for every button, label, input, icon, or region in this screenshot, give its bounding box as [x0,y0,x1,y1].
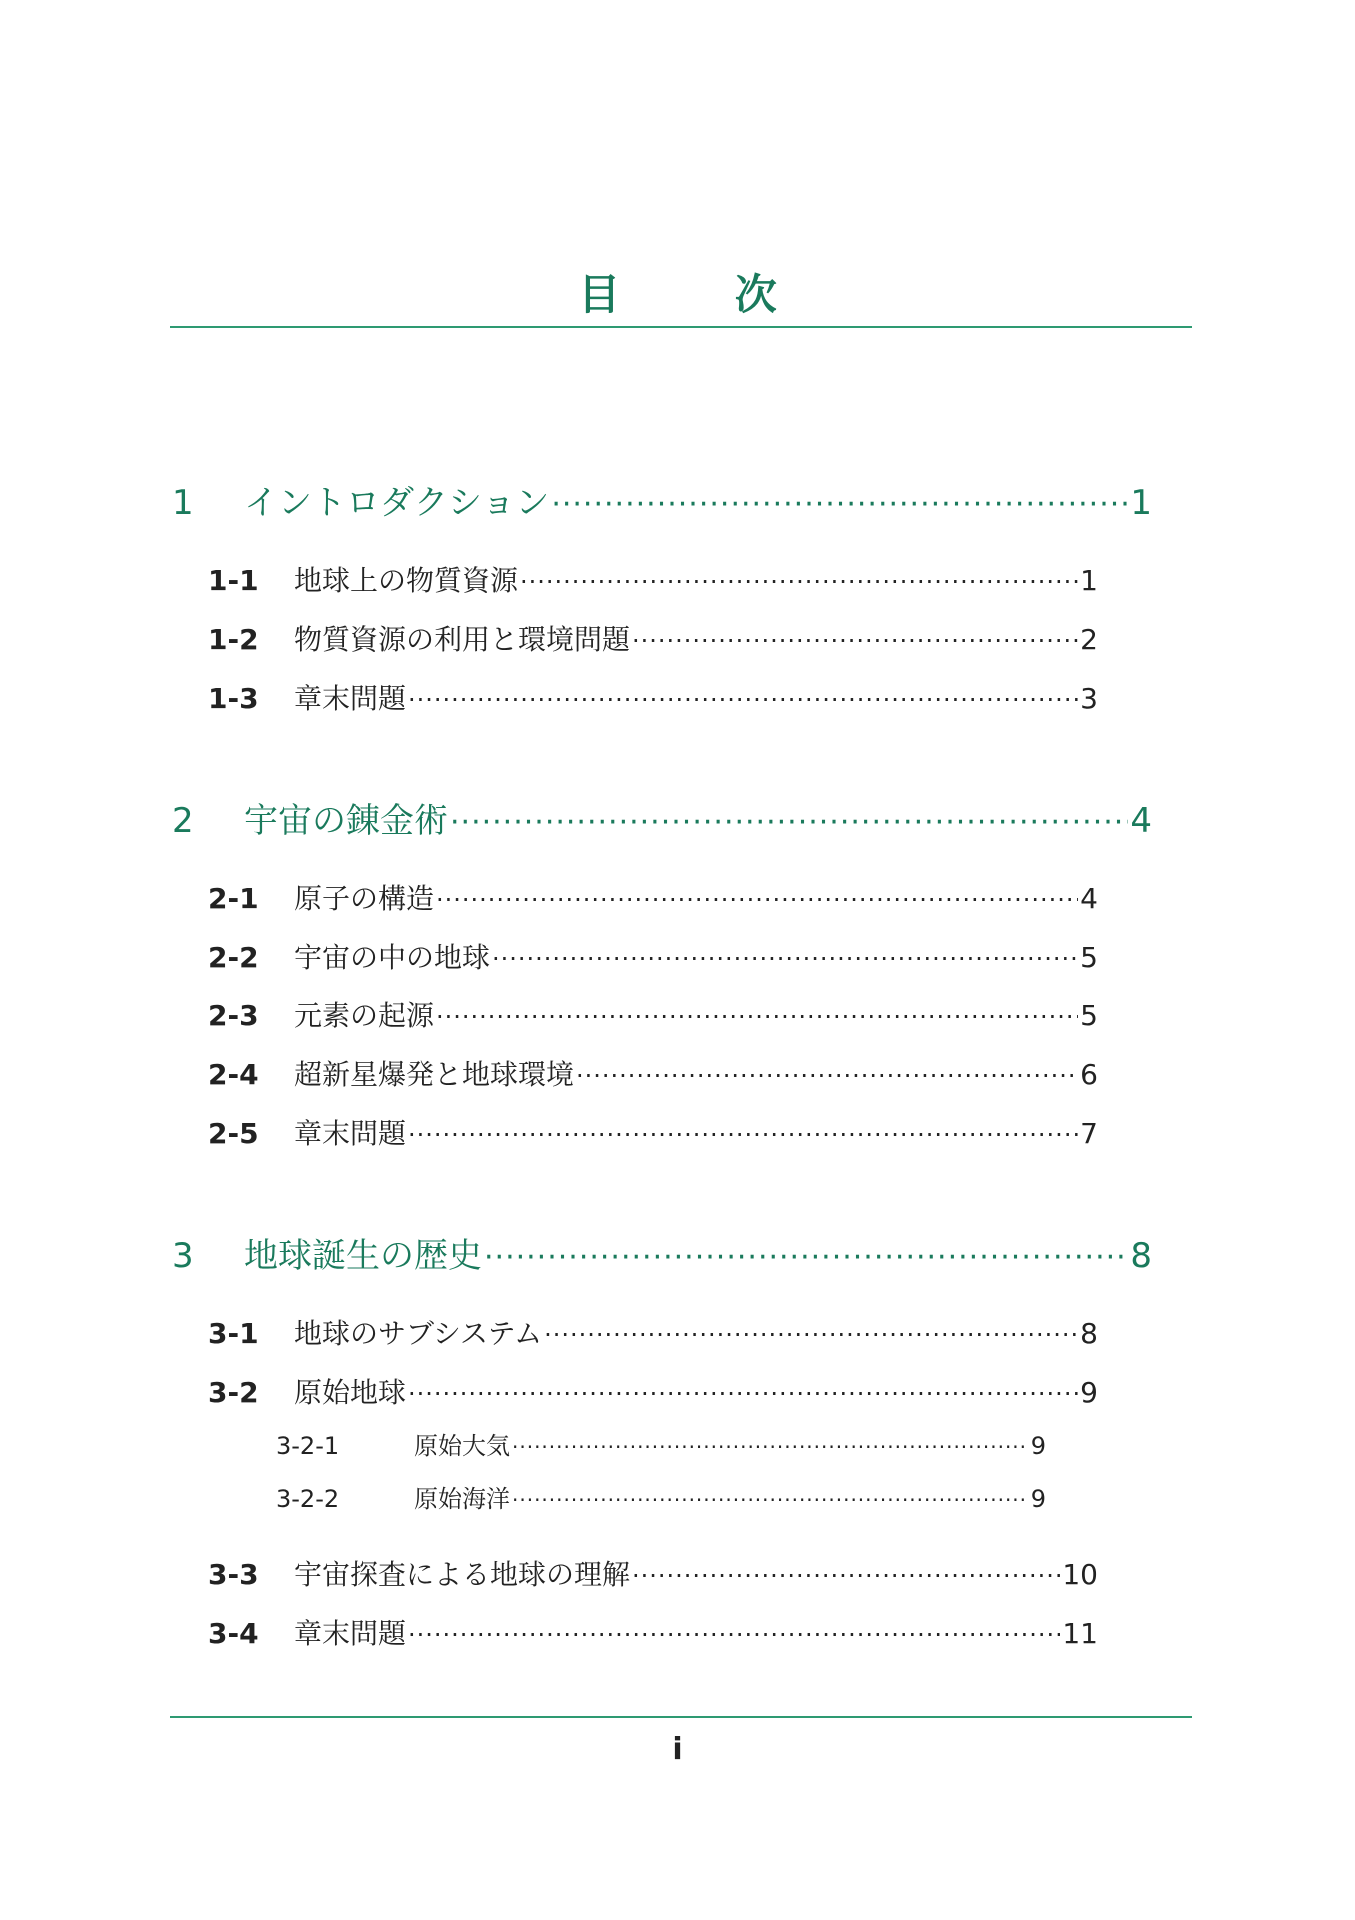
toc-section-3-1[interactable] [208,1313,1098,1355]
section-number: 2-3 [208,999,259,1032]
dot-leader [436,996,1078,1037]
toc-section-1-2[interactable] [208,619,1098,661]
title-divider [170,326,1192,328]
section-page: 6 [1080,1058,1098,1091]
toc-section-2-2[interactable] [208,937,1098,979]
dot-leader [512,1429,1029,1464]
section-title: 地球のサブシステム [294,1317,543,1350]
toc-section-2-1[interactable] [208,878,1098,920]
section-number: 2-2 [208,941,259,974]
toc-section-1-3[interactable] [208,678,1098,720]
dot-leader [484,1233,1128,1281]
dot-leader [544,1314,1078,1355]
dot-leader [408,1373,1078,1414]
section-page: 4 [1080,882,1098,915]
dot-leader [492,938,1078,979]
section-title: 原子の構造 [294,882,435,915]
dot-leader [436,879,1078,920]
section-number: 3-3 [208,1558,259,1591]
section-page: 11 [1062,1617,1098,1650]
section-number: 2-4 [208,1058,259,1091]
section-title: 章末問題 [294,1617,407,1650]
subsection-page: 9 [1030,1485,1046,1513]
toc-chapter-2[interactable] [172,796,1152,846]
toc-section-2-4[interactable] [208,1054,1098,1096]
chapter-page: 1 [1130,483,1152,523]
section-number: 1-3 [208,682,259,715]
toc-section-3-4[interactable] [208,1613,1098,1655]
subsection-number: 3-2-1 [276,1432,340,1460]
section-page: 5 [1080,999,1098,1032]
footer-divider [170,1716,1192,1718]
toc-subsection-3-2-1[interactable] [276,1428,1046,1464]
toc-chapter-3[interactable] [172,1231,1152,1281]
subsection-title: 原始大気 [414,1432,510,1460]
section-title: 超新星爆発と地球環境 [294,1058,575,1091]
section-title: 章末問題 [294,1117,407,1150]
section-page: 2 [1080,623,1098,656]
chapter-number: 2 [172,801,194,841]
chapter-page: 8 [1130,1236,1152,1276]
section-title: 元素の起源 [294,999,435,1032]
section-number: 3-4 [208,1617,259,1650]
section-title: 地球上の物質資源 [294,564,519,597]
dot-leader [632,1555,1060,1596]
dot-leader [408,679,1078,720]
section-page: 7 [1080,1117,1098,1150]
subsection-page: 9 [1030,1432,1046,1460]
section-title: 宇宙の中の地球 [294,941,491,974]
section-page: 5 [1080,941,1098,974]
page-number: i [672,1732,683,1767]
section-page: 3 [1080,682,1098,715]
section-page: 9 [1080,1376,1098,1409]
subsection-title: 原始海洋 [414,1485,510,1513]
dot-leader [520,561,1078,602]
chapter-page: 4 [1130,801,1152,841]
dot-leader [576,1055,1078,1096]
chapter-number: 1 [172,483,194,523]
section-title: 原始地球 [294,1376,407,1409]
dot-leader [512,1482,1029,1517]
chapter-number: 3 [172,1236,194,1276]
toc-section-3-3[interactable] [208,1554,1098,1596]
section-page: 1 [1080,564,1098,597]
dot-leader [450,798,1128,846]
toc-subsection-3-2-2[interactable] [276,1481,1046,1517]
subsection-number: 3-2-2 [276,1485,340,1513]
section-title: 物質資源の利用と環境問題 [294,623,631,656]
section-page: 8 [1080,1317,1098,1350]
toc-section-2-5[interactable] [208,1113,1098,1155]
section-page: 10 [1062,1558,1098,1591]
toc-chapter-1[interactable] [172,478,1152,528]
chapter-title: イントロダクション [244,483,550,523]
chapter-title: 宇宙の錬金術 [244,801,448,841]
toc-section-3-2[interactable] [208,1372,1098,1414]
dot-leader [408,1614,1060,1655]
section-number: 3-2 [208,1376,259,1409]
dot-leader [632,620,1078,661]
section-number: 1-1 [208,564,259,597]
section-number: 3-1 [208,1317,259,1350]
section-number: 2-1 [208,882,259,915]
section-title: 章末問題 [294,682,407,715]
dot-leader [551,480,1128,528]
section-number: 1-2 [208,623,259,656]
toc-section-2-3[interactable] [208,995,1098,1037]
section-title: 宇宙探査による地球の理解 [294,1558,631,1591]
page-title: 目 次 [578,270,827,319]
chapter-title: 地球誕生の歴史 [244,1236,482,1276]
dot-leader [408,1114,1078,1155]
toc-section-1-1[interactable] [208,560,1098,602]
section-number: 2-5 [208,1117,259,1150]
